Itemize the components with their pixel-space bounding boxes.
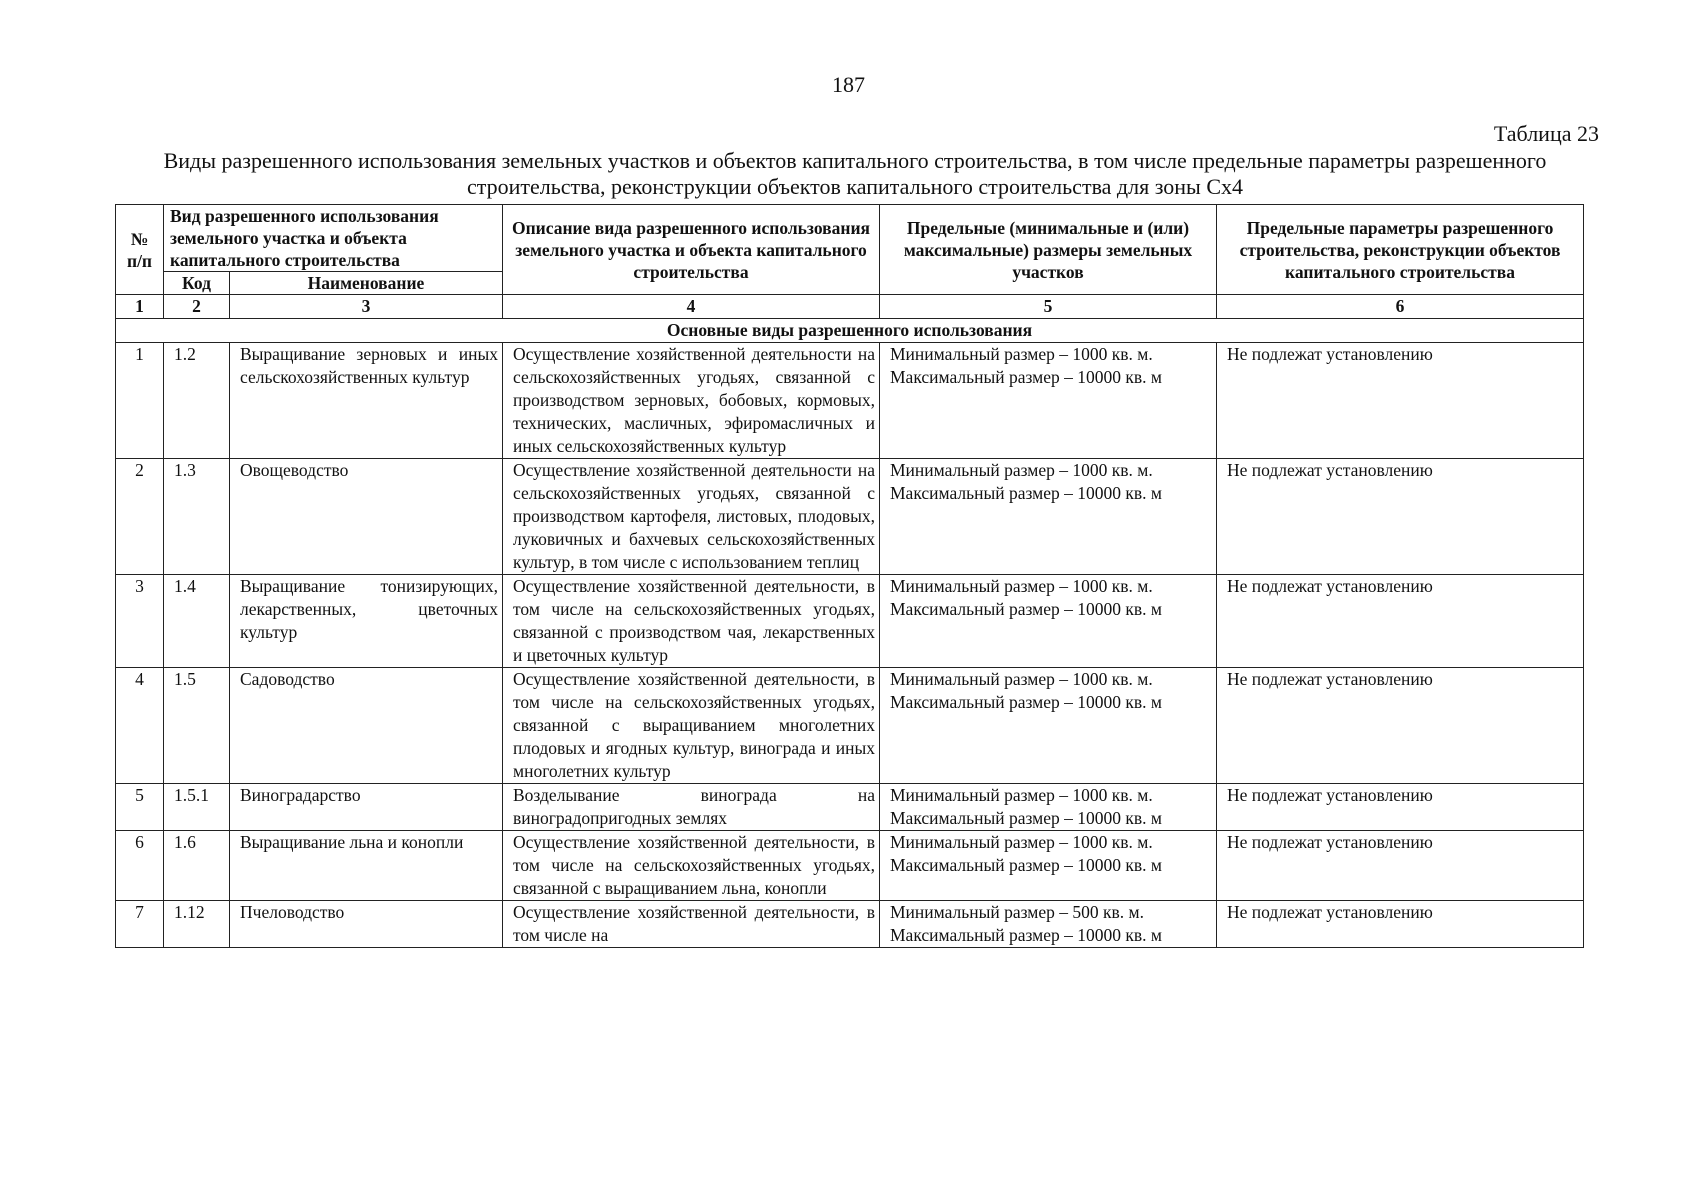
size-min: Минимальный размер – 1000 кв. м. (890, 576, 1153, 596)
table-row (116, 343, 1584, 459)
size-min: Минимальный размер – 500 кв. м. (890, 902, 1144, 922)
table-row (116, 459, 1584, 575)
row-number: 7 (116, 901, 164, 948)
row-params: Не подлежат установлению (1217, 575, 1584, 668)
table-number: Таблица 23 (1493, 121, 1599, 146)
row-number: 3 (116, 575, 164, 668)
row-description: Осуществление хозяйственной деятельности, в том числе на сельскохозяйственных угодьях, связанной с выращиванием многолетних плодовых и ягодных культур, винограда и иных многолетних культур (503, 668, 880, 784)
column-number: 3 (230, 295, 503, 319)
row-size-limits (880, 668, 1217, 784)
row-description: Осуществление хозяйственной деятельности на сельскохозяйственных угодьях, связанной с производством картофеля, листовых, плодовых, луковичных и бахчевых сельскохозяйственных культур, в том числе с использованием теплиц (503, 459, 880, 575)
row-description: Осуществление хозяйственной деятельности, в том числе на (503, 901, 880, 948)
header-row (116, 205, 1584, 272)
size-min: Минимальный размер – 1000 кв. м. (890, 669, 1153, 689)
row-size-limits (880, 459, 1217, 575)
table-row (116, 784, 1584, 831)
size-max: Максимальный размер – 10000 кв. м (890, 692, 1162, 712)
row-name: Выращивание льна и конопли (230, 831, 503, 901)
row-name: Выращивание зерновых и иных сельскохозяйственных культур (230, 343, 503, 459)
column-number: 4 (503, 295, 880, 319)
row-size-limits (880, 343, 1217, 459)
row-params: Не подлежат установлению (1217, 784, 1584, 831)
zoning-table (115, 204, 1584, 948)
section-row (116, 319, 1584, 343)
row-code: 1.4 (164, 575, 230, 668)
row-params: Не подлежат установлению (1217, 901, 1584, 948)
table-row (116, 668, 1584, 784)
row-description: Осуществление хозяйственной деятельности, в том числе на сельскохозяйственных угодьях, связанной с выращиванием льна, конопли (503, 831, 880, 901)
page-number: 187 (832, 72, 865, 97)
row-code: 1.6 (164, 831, 230, 901)
header-description: Описание вида разрешенного использования земельного участка и объекта капитального строительства (503, 205, 880, 295)
size-min: Минимальный размер – 1000 кв. м. (890, 785, 1153, 805)
size-min: Минимальный размер – 1000 кв. м. (890, 832, 1153, 852)
table-row (116, 901, 1584, 948)
column-number: 1 (116, 295, 164, 319)
row-number: 6 (116, 831, 164, 901)
row-size-limits (880, 831, 1217, 901)
column-number: 5 (880, 295, 1217, 319)
row-number: 4 (116, 668, 164, 784)
table-title: Виды разрешенного использования земельных участков и объектов капитального строительства, в том числе предельные параметры разрешенного строительства, реконструкции объектов капитального строительства для зоны Сх4 (163, 148, 1547, 199)
row-number: 5 (116, 784, 164, 831)
header-name: Наименование (230, 272, 503, 295)
table-row (116, 575, 1584, 668)
row-params: Не подлежат установлению (1217, 668, 1584, 784)
row-code: 1.3 (164, 459, 230, 575)
row-size-limits (880, 575, 1217, 668)
size-min: Минимальный размер – 1000 кв. м. (890, 344, 1153, 364)
row-size-limits (880, 901, 1217, 948)
size-max: Максимальный размер – 10000 кв. м (890, 925, 1162, 945)
row-description: Осуществление хозяйственной деятельности, в том числе на сельскохозяйственных угодьях, связанной с производством чая, лекарственных и цветочных культур (503, 575, 880, 668)
row-params: Не подлежат установлению (1217, 343, 1584, 459)
size-max: Максимальный размер – 10000 кв. м (890, 599, 1162, 619)
row-description: Осуществление хозяйственной деятельности на сельскохозяйственных угодьях, связанной с производством зерновых, бобовых, кормовых, технических, масличных, эфиромасличных и иных сельскохозяйственных культур (503, 343, 880, 459)
row-params: Не подлежат установлению (1217, 459, 1584, 575)
column-number: 2 (164, 295, 230, 319)
row-number: 2 (116, 459, 164, 575)
row-code: 1.2 (164, 343, 230, 459)
row-code: 1.5.1 (164, 784, 230, 831)
row-code: 1.5 (164, 668, 230, 784)
row-number: 1 (116, 343, 164, 459)
size-max: Максимальный размер – 10000 кв. м (890, 855, 1162, 875)
row-name: Виноградарство (230, 784, 503, 831)
header-construction-params: Предельные параметры разрешенного строительства, реконструкции объектов капитального строительства (1217, 205, 1584, 295)
column-number-row (116, 295, 1584, 319)
size-max: Максимальный размер – 10000 кв. м (890, 808, 1162, 828)
size-min: Минимальный размер – 1000 кв. м. (890, 460, 1153, 480)
section-heading: Основные виды разрешенного использования (116, 319, 1584, 343)
row-params: Не подлежат установлению (1217, 831, 1584, 901)
row-name: Выращивание тонизирующих, лекарственных, цветочных культур (230, 575, 503, 668)
header-use-type: Вид разрешенного использования земельного участка и объекта капитального строительства (164, 205, 503, 272)
row-name: Пчеловодство (230, 901, 503, 948)
row-code: 1.12 (164, 901, 230, 948)
header-code: Код (164, 272, 230, 295)
row-name: Садоводство (230, 668, 503, 784)
row-name: Овощеводство (230, 459, 503, 575)
row-description: Возделывание винограда на виноградопригодных землях (503, 784, 880, 831)
row-size-limits (880, 784, 1217, 831)
size-max: Максимальный размер – 10000 кв. м (890, 367, 1162, 387)
table-row (116, 831, 1584, 901)
size-max: Максимальный размер – 10000 кв. м (890, 483, 1162, 503)
column-number: 6 (1217, 295, 1584, 319)
header-size-limits: Предельные (минимальные и (или) максимальные) размеры земельных участков (880, 205, 1217, 295)
header-num: № п/п (116, 205, 164, 295)
